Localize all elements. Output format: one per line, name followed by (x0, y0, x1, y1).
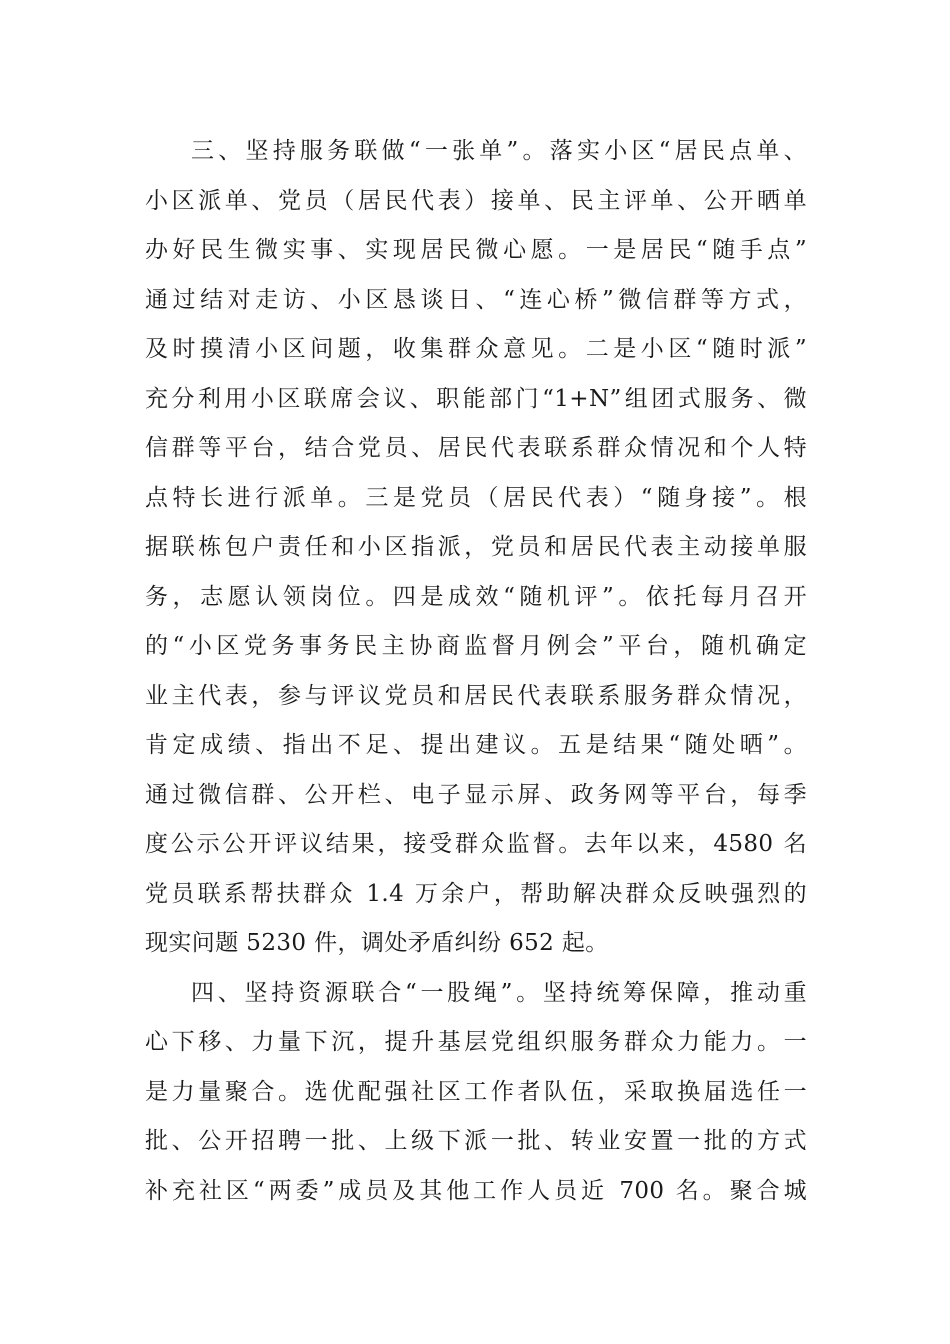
paragraph-service-linkage (145, 127, 807, 969)
text-line: 小区派单、党员（居民代表）接单、民主评单、公开晒单 (145, 187, 807, 214)
text-line: 点特长进行派单。三是党员（居民代表）“随身接”。根 (145, 484, 807, 511)
text-line: 充分利用小区联席会议、职能部门“1+N”组团式服务、微 (145, 385, 807, 412)
text-line: 四、坚持资源联合“一股绳”。坚持统筹保障，推动重 (191, 979, 807, 1006)
text-line: 三、坚持服务联做“一张单”。落实小区“居民点单、 (191, 138, 807, 164)
paragraph-resource-joint (145, 969, 807, 1217)
text-line: 办好民生微实事、实现居民微心愿。一是居民“随手点” (145, 237, 807, 263)
text-line: 业主代表，参与评议党员和居民代表联系服务群众情况， (145, 682, 807, 709)
text-line: 据联栋包户责任和小区指派，党员和居民代表主动接单服 (145, 534, 807, 560)
text-line: 补充社区“两委”成员及其他工作人员近 700 名。聚合城 (145, 1177, 807, 1204)
text-line: 的“小区党务事务民主协商监督月例会”平台，随机确定 (145, 633, 807, 659)
document-body (145, 127, 807, 1216)
text-line: 通过结对走访、小区恳谈日、“连心桥”微信群等方式， (145, 286, 807, 313)
text-line: 通过微信群、公开栏、电子显示屏、政务网等平台，每季 (145, 781, 807, 808)
text-line: 度公示公开评议结果，接受群众监督。去年以来，4580 名 (145, 831, 807, 857)
text-line: 务，志愿认领岗位。四是成效“随机评”。依托每月召开 (145, 583, 807, 610)
text-line: 批、公开招聘一批、上级下派一批、转业安置一批的方式 (145, 1128, 807, 1154)
text-line: 心下移、力量下沉，提升基层党组织服务群众力能力。一 (145, 1029, 807, 1055)
text-line: 肯定成绩、指出不足、提出建议。五是结果“随处晒”。 (145, 732, 807, 758)
text-line: 是力量聚合。选优配强社区工作者队伍，采取换届选任一 (145, 1078, 807, 1105)
text-line: 现实问题 5230 件，调处矛盾纠纷 652 起。 (145, 930, 609, 956)
text-line: 及时摸清小区问题，收集群众意见。二是小区“随时派” (145, 336, 807, 362)
text-line: 信群等平台，结合党员、居民代表联系群众情况和个人特 (145, 435, 807, 461)
text-line: 党员联系帮扶群众 1.4 万余户，帮助解决群众反映强烈的 (145, 880, 807, 907)
